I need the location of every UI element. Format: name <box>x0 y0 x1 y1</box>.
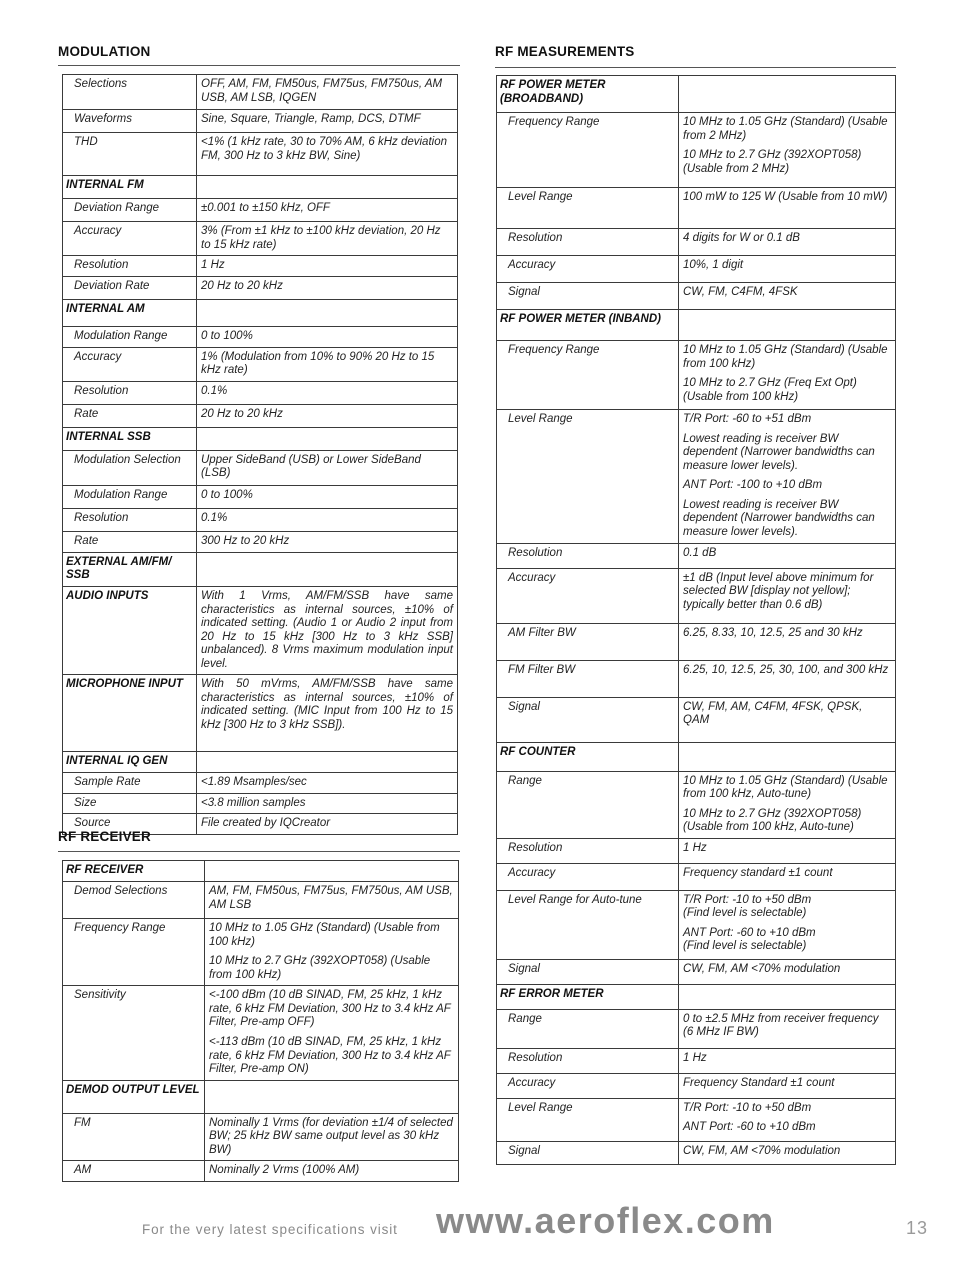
spec-value <box>197 793 458 814</box>
spec-row <box>497 1098 896 1141</box>
spec-value-line: 10 MHz to 1.05 GHz (Standard) (Usable from 2 MHz) <box>683 116 888 142</box>
spec-value <box>197 675 458 752</box>
spec-value <box>197 276 458 299</box>
spec-label: Frequency Range <box>63 919 205 986</box>
spec-label: Signal <box>497 1141 679 1164</box>
spec-value-line: Sine, Square, Triangle, Ramp, DCS, DTMF <box>201 113 421 125</box>
spec-label: FM <box>63 1113 205 1161</box>
spec-value <box>679 660 896 697</box>
spec-value <box>679 341 896 410</box>
spec-value <box>679 959 896 984</box>
spec-value-line: 300 Hz to 20 kHz <box>201 534 290 547</box>
spec-value <box>679 113 896 188</box>
spec-value <box>197 508 458 531</box>
spec-label: INTERNAL FM <box>63 176 197 199</box>
spec-value-line: <1% (1 kHz rate, 30 to 70% AM, 6 kHz deviation FM, 300 Hz to 3 kHz BW, Sine) <box>201 136 447 162</box>
spec-value-line: 1 Hz <box>683 841 707 854</box>
spec-label: Resolution <box>63 381 197 404</box>
spec-label: Resolution <box>497 1048 679 1073</box>
spec-label: Level Range <box>497 188 679 229</box>
spec-value <box>205 861 459 882</box>
spec-row <box>497 256 896 283</box>
page-number: 13 <box>906 1218 929 1238</box>
spec-value-line: 3% (From ±1 kHz to ±100 kHz deviation, 20 Hz to 15 kHz rate) <box>201 225 441 251</box>
spec-label: RF POWER METER (BROADBAND) <box>497 76 679 113</box>
spec-label: Demod Selections <box>63 882 205 919</box>
spec-label: Accuracy <box>497 863 679 890</box>
spec-value-line: CW, FM, AM, C4FM, 4FSK, QPSK, QAM <box>683 700 863 727</box>
spec-value-line: Frequency standard ±1 count <box>683 866 833 879</box>
spec-label: Source <box>63 814 197 835</box>
section-title-rf-measurements: RF MEASUREMENTS <box>495 44 635 59</box>
spec-row <box>497 410 896 544</box>
spec-value <box>679 890 896 959</box>
spec-value <box>205 1080 459 1113</box>
spec-label: Sample Rate <box>63 773 197 794</box>
spec-value-line: <1.89 Msamples/sec <box>201 776 307 789</box>
spec-label: Deviation Rate <box>63 276 197 299</box>
spec-label: Size <box>63 793 197 814</box>
spec-row <box>497 623 896 660</box>
spec-value <box>205 919 459 986</box>
section-rule-rf-measurements <box>495 67 896 68</box>
spec-value <box>679 1073 896 1098</box>
spec-value <box>197 427 458 450</box>
spec-label: AM Filter BW <box>497 623 679 660</box>
spec-row <box>497 568 896 623</box>
spec-row <box>497 1048 896 1073</box>
spec-section-header <box>63 1080 459 1113</box>
spec-value <box>679 543 896 568</box>
spec-value-line: 6.25, 8.33, 10, 12.5, 25 and 30 kHz <box>683 626 863 639</box>
spec-row <box>497 1009 896 1048</box>
spec-value <box>679 188 896 229</box>
spec-value <box>679 984 896 1009</box>
footer-text: For the very latest specifications visit <box>142 1222 398 1237</box>
spec-label: Deviation Range <box>63 199 197 222</box>
spec-section-header <box>497 76 896 113</box>
spec-label: Resolution <box>497 543 679 568</box>
spec-section-header <box>63 427 458 450</box>
spec-row <box>63 586 458 674</box>
spec-value-line: File created by IQCreator <box>201 817 331 830</box>
spec-row <box>63 199 458 222</box>
spec-row <box>63 485 458 508</box>
spec-label: Modulation Selection <box>63 450 197 485</box>
spec-label: Level Range <box>497 1098 679 1141</box>
spec-row <box>497 229 896 256</box>
spec-value <box>197 326 458 347</box>
spec-value <box>679 1098 896 1141</box>
spec-row <box>63 919 459 986</box>
spec-value <box>197 586 458 674</box>
spec-label: Frequency Range <box>497 341 679 410</box>
spec-label: RF POWER METER (INBAND) <box>497 310 679 341</box>
spec-label: RF RECEIVER <box>63 861 205 882</box>
spec-label: Signal <box>497 283 679 310</box>
spec-value-line: <3.8 million samples <box>201 796 306 809</box>
spec-label: THD <box>63 133 197 176</box>
spec-row <box>497 1141 896 1164</box>
spec-value-line: 1% (Modulation from 10% to 90% 20 Hz to 15 kHz rate) <box>201 350 435 377</box>
spec-value-line: ANT Port: -60 to +10 dBm (Find level is selectable) <box>683 926 816 953</box>
spec-value-line: 0.1% <box>201 384 228 397</box>
spec-row <box>63 381 458 404</box>
spec-value-line: T/R Port: -60 to +51 dBm <box>683 413 812 425</box>
spec-value <box>197 450 458 485</box>
spec-label: Selections <box>63 75 197 110</box>
spec-value-line: 10 MHz to 2.7 GHz (392XOPT058) (Usable from 100 kHz) <box>209 955 431 981</box>
spec-label: Resolution <box>497 229 679 256</box>
spec-row <box>63 75 458 110</box>
spec-value-line: T/R Port: -10 to +50 dBm (Find level is selectable) <box>683 893 812 920</box>
spec-value <box>205 1113 459 1161</box>
spec-label: MICROPHONE INPUT <box>63 675 197 752</box>
spec-value <box>679 697 896 742</box>
spec-label: Sensitivity <box>63 986 205 1080</box>
spec-value <box>197 133 458 176</box>
spec-value-line: Nominally 1 Vrms (for deviation ±1/4 of selected BW; 25 kHz BW same output level as 30 kHz BW) <box>209 1116 453 1156</box>
spec-value-line: ±0.001 to ±150 kHz, OFF <box>201 202 330 214</box>
spec-label: Frequency Range <box>497 113 679 188</box>
spec-label: Range <box>497 1009 679 1048</box>
spec-row <box>497 771 896 838</box>
spec-row <box>63 793 458 814</box>
spec-value <box>679 1009 896 1048</box>
spec-value-line: Frequency Standard ±1 count <box>683 1076 835 1089</box>
spec-label: Signal <box>497 697 679 742</box>
spec-value-line: 0.1 dB <box>683 546 717 559</box>
spec-value-line: With 1 Vrms, AM/FM/SSB have same characteristics as internal sources, ±10% of indicated setting. (Audio 1 or Audio 2 input from 20 Hz to 15 kHz [300 Hz to 3 kHz SSB] unbalanced). 8 Vrms maximum modulation input level. <box>201 589 453 670</box>
spec-value-line: CW, FM, AM <70% modulation <box>683 1144 841 1157</box>
spec-value <box>679 838 896 863</box>
spec-label: INTERNAL AM <box>63 299 197 326</box>
spec-row <box>63 882 459 919</box>
rf-measurements-table <box>496 75 896 1165</box>
spec-value <box>205 1161 459 1182</box>
spec-value <box>679 568 896 623</box>
footer-url-link[interactable]: www.aeroflex.com <box>436 1200 775 1241</box>
spec-section-header <box>63 861 459 882</box>
spec-row <box>497 188 896 229</box>
spec-row <box>63 986 459 1080</box>
spec-value-line: T/R Port: -10 to +50 dBm <box>683 1101 812 1114</box>
spec-section-header <box>497 984 896 1009</box>
spec-value-line: 10 MHz to 2.7 GHz (392XOPT058) (Usable from 100 kHz, Auto-tune) <box>683 807 862 834</box>
spec-row <box>63 1113 459 1161</box>
spec-value <box>197 381 458 404</box>
spec-label: Accuracy <box>63 347 197 381</box>
spec-label: Resolution <box>497 838 679 863</box>
spec-value <box>679 283 896 310</box>
spec-value <box>679 229 896 256</box>
spec-value <box>197 752 458 773</box>
spec-value-line: Upper SideBand (USB) or Lower SideBand (LSB) <box>201 453 421 480</box>
spec-section-header <box>497 310 896 341</box>
spec-value <box>679 863 896 890</box>
spec-label: RF ERROR METER <box>497 984 679 1009</box>
spec-value <box>679 256 896 283</box>
spec-row <box>497 283 896 310</box>
spec-label: Modulation Range <box>63 326 197 347</box>
spec-value-line: 1 Hz <box>201 259 225 272</box>
spec-label: Accuracy <box>497 1073 679 1098</box>
spec-label: EXTERNAL AM/FM/ SSB <box>63 552 197 586</box>
spec-row <box>497 1073 896 1098</box>
spec-row <box>63 222 458 256</box>
spec-label: RF COUNTER <box>497 742 679 771</box>
spec-value-line: <-100 dBm (10 dB SINAD, FM, 25 kHz, 1 kHz rate, 6 kHz FM Deviation, 300 Hz to 3.4 kHz AF Filter, Pre-amp OFF) <box>209 989 451 1029</box>
spec-label: INTERNAL SSB <box>63 427 197 450</box>
spec-value-line: 4 digits for W or 0.1 dB <box>683 232 800 244</box>
spec-value-line: CW, FM, C4FM, 4FSK <box>683 286 798 298</box>
spec-value-line: 10 MHz to 2.7 GHz (Freq Ext Opt) (Usable from 100 kHz) <box>683 377 857 403</box>
spec-label: Accuracy <box>497 568 679 623</box>
spec-label: Level Range for Auto-tune <box>497 890 679 959</box>
spec-row <box>497 113 896 188</box>
spec-label: AUDIO INPUTS <box>63 586 197 674</box>
spec-value <box>197 256 458 277</box>
spec-row <box>497 697 896 742</box>
spec-row <box>497 863 896 890</box>
spec-row <box>497 660 896 697</box>
spec-row <box>63 531 458 552</box>
spec-value-line: ANT Port: -60 to +10 dBm <box>683 1121 816 1134</box>
spec-row <box>497 959 896 984</box>
spec-row <box>497 543 896 568</box>
spec-label: Accuracy <box>63 222 197 256</box>
spec-value-line: OFF, AM, FM, FM50us, FM75us, FM750us, AM USB, AM LSB, IQGEN <box>201 78 443 104</box>
spec-value-line: 100 mW to 125 W (Usable from 10 mW) <box>683 191 888 203</box>
spec-value <box>197 222 458 256</box>
spec-section-header <box>63 752 458 773</box>
spec-value <box>679 1048 896 1073</box>
spec-value-line: 0.1% <box>201 511 228 524</box>
spec-value-line: ANT Port: -100 to +10 dBm <box>683 479 823 492</box>
spec-value-line: 10 MHz to 1.05 GHz (Standard) (Usable from 100 kHz) <box>683 344 888 370</box>
spec-value <box>197 347 458 381</box>
spec-value-line: 0 to 100% <box>201 329 253 342</box>
spec-label: INTERNAL IQ GEN <box>63 752 197 773</box>
spec-label: Rate <box>63 531 197 552</box>
spec-value-line: AM, FM, FM50us, FM75us, FM750us, AM USB, AM LSB <box>209 885 453 911</box>
spec-value <box>197 176 458 199</box>
spec-label: Range <box>497 771 679 838</box>
section-title-rf-receiver: RF RECEIVER <box>58 829 151 844</box>
spec-value-line: ±1 dB (Input level above minimum for selected BW [display not yellow]; typically better than 0.6 dB) <box>683 571 874 611</box>
spec-value <box>679 310 896 341</box>
spec-value <box>205 882 459 919</box>
spec-value <box>205 986 459 1080</box>
spec-value <box>679 410 896 544</box>
spec-row <box>63 773 458 794</box>
spec-row <box>63 675 458 752</box>
spec-label: AM <box>63 1161 205 1182</box>
spec-label: Resolution <box>63 256 197 277</box>
spec-value <box>679 742 896 771</box>
spec-value-line: Nominally 2 Vrms (100% AM) <box>209 1164 360 1177</box>
spec-label: Waveforms <box>63 110 197 133</box>
rf-receiver-table <box>62 860 459 1182</box>
spec-label: Signal <box>497 959 679 984</box>
spec-row <box>63 1161 459 1182</box>
spec-section-header <box>63 552 458 586</box>
spec-value-line: 20 Hz to 20 kHz <box>201 279 283 292</box>
spec-section-header <box>497 742 896 771</box>
spec-row <box>63 347 458 381</box>
spec-row <box>497 890 896 959</box>
spec-section-header <box>63 176 458 199</box>
spec-label: Level Range <box>497 410 679 544</box>
spec-value <box>197 531 458 552</box>
spec-label: Modulation Range <box>63 485 197 508</box>
spec-row <box>63 276 458 299</box>
spec-label: DEMOD OUTPUT LEVEL <box>63 1080 205 1113</box>
spec-value <box>197 404 458 427</box>
spec-value-line: 10%, 1 digit <box>683 259 744 271</box>
spec-row <box>63 450 458 485</box>
spec-value-line: With 50 mVrms, AM/FM/SSB have same characteristics as internal sources, ±10% of indicated setting. (MIC Input from 100 Hz to 15 kHz [300 Hz to 3 kHz SSB]). <box>201 678 453 731</box>
spec-section-header <box>63 299 458 326</box>
spec-value-line: Lowest reading is receiver BW dependent (Narrower bandwidths can measure lower levels). <box>683 432 875 472</box>
spec-row <box>63 508 458 531</box>
spec-value <box>197 299 458 326</box>
spec-value <box>197 75 458 110</box>
section-title-modulation: MODULATION <box>58 44 151 59</box>
spec-value <box>679 1141 896 1164</box>
spec-value <box>679 771 896 838</box>
spec-value-line: 20 Hz to 20 kHz <box>201 407 283 420</box>
spec-label: Accuracy <box>497 256 679 283</box>
spec-value-line: 0 to ±2.5 MHz from receiver frequency (6 MHz IF BW) <box>683 1012 879 1039</box>
spec-value-line: CW, FM, AM <70% modulation <box>683 962 841 975</box>
page-footer <box>0 1196 954 1256</box>
spec-value <box>679 623 896 660</box>
spec-row <box>497 838 896 863</box>
spec-value <box>197 199 458 222</box>
section-rule-rf-receiver <box>58 851 460 852</box>
section-rule-modulation <box>58 65 460 66</box>
spec-value <box>197 773 458 794</box>
spec-row <box>63 133 458 176</box>
spec-label: Rate <box>63 404 197 427</box>
modulation-table <box>62 74 458 835</box>
spec-value-line: 1 Hz <box>683 1051 707 1064</box>
spec-row <box>497 341 896 410</box>
spec-value-line: 6.25, 10, 12.5, 25, 30, 100, and 300 kHz <box>683 663 889 676</box>
spec-value-line: 10 MHz to 2.7 GHz (392XOPT058) (Usable from 2 MHz) <box>683 149 862 175</box>
spec-value-line: 10 MHz to 1.05 GHz (Standard) (Usable from 100 kHz, Auto-tune) <box>683 774 888 801</box>
spec-row <box>63 110 458 133</box>
spec-value <box>679 76 896 113</box>
spec-label: Resolution <box>63 508 197 531</box>
spec-value <box>197 485 458 508</box>
spec-row <box>63 404 458 427</box>
spec-row <box>63 256 458 277</box>
spec-value <box>197 552 458 586</box>
spec-row <box>63 326 458 347</box>
spec-value-line: 10 MHz to 1.05 GHz (Standard) (Usable from 100 kHz) <box>209 922 440 948</box>
spec-value-line: Lowest reading is receiver BW dependent (Narrower bandwidths can measure lower levels). <box>683 498 875 538</box>
spec-value <box>197 814 458 835</box>
spec-label: FM Filter BW <box>497 660 679 697</box>
spec-value-line: <-113 dBm (10 dB SINAD, FM, 25 kHz, 1 kHz rate, 6 kHz FM Deviation, 300 Hz to 3.4 kHz AF Filter, Pre-amp ON) <box>209 1035 451 1076</box>
spec-value-line: 0 to 100% <box>201 488 253 501</box>
spec-value <box>197 110 458 133</box>
